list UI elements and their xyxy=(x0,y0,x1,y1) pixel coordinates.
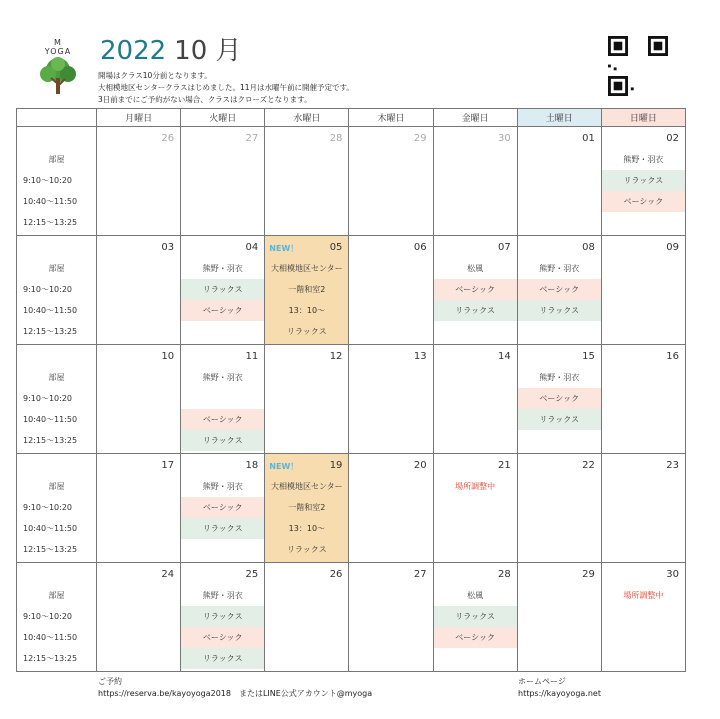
day-cell xyxy=(517,454,601,563)
day-number: 30 xyxy=(497,133,511,144)
class-basic: ベーシック xyxy=(434,279,517,300)
time-slot: 10:40〜11:50 xyxy=(23,197,78,206)
day-number: 10 xyxy=(161,351,175,362)
time-slot: 10:40〜11:50 xyxy=(23,633,78,642)
class-relax: リラックス xyxy=(181,648,264,669)
new-badge: NEW！ xyxy=(269,462,299,471)
class-relax: リラックス xyxy=(181,606,264,627)
day-cell xyxy=(433,563,517,672)
day-number: 15 xyxy=(582,351,595,362)
time-slots-cell xyxy=(17,454,97,563)
day-number: 27 xyxy=(245,133,259,144)
day-number: 28 xyxy=(497,569,511,580)
time-slot: 9:10〜10:20 xyxy=(23,285,73,294)
class-relax: リラックス xyxy=(434,300,517,321)
room-label: 部屋 xyxy=(48,264,65,273)
class-basic: ベーシック xyxy=(181,497,264,518)
reservation-link[interactable]: https://reserva.be/kayoyoga2018 またはLINE公式アカウント@myoga xyxy=(98,689,373,698)
time-slots-cell xyxy=(17,563,97,672)
day-number: 01 xyxy=(582,133,595,144)
week-row xyxy=(17,563,686,672)
event-line: 13：10〜 xyxy=(288,306,326,315)
class-relax: リラックス xyxy=(181,279,264,300)
event-line: 熊野・羽衣 xyxy=(623,155,664,164)
page-title xyxy=(100,30,242,67)
weekday-header: 金曜日 xyxy=(433,109,517,127)
event-line: リラックス xyxy=(286,327,327,336)
homepage-label: ホームページ xyxy=(518,677,566,686)
day-cell xyxy=(601,563,685,672)
class-relax: リラックス xyxy=(181,518,264,539)
class-basic: ベーシック xyxy=(518,279,601,300)
day-number: 18 xyxy=(245,460,259,471)
event-line: 大相模地区センター xyxy=(271,264,343,273)
reservation-label: ご予約 xyxy=(98,677,122,686)
day-cell xyxy=(265,563,349,672)
qr-code-icon xyxy=(608,36,668,96)
day-number: 02 xyxy=(666,133,679,144)
day-number: 28 xyxy=(329,133,343,144)
day-number: 30 xyxy=(666,569,679,580)
room-label: 部屋 xyxy=(48,591,65,600)
week-row xyxy=(17,454,686,563)
room-label: 部屋 xyxy=(48,155,65,164)
class-basic: ベーシック xyxy=(518,388,601,409)
event-line: 熊野・羽衣 xyxy=(202,373,243,382)
logo-text-main: YOGA xyxy=(44,47,72,56)
day-cell xyxy=(349,454,433,563)
event-line: 熊野・羽衣 xyxy=(202,591,243,600)
time-slot: 10:40〜11:50 xyxy=(23,306,78,315)
weekday-header: 水曜日 xyxy=(265,109,349,127)
day-number: 12 xyxy=(329,351,343,362)
time-slot: 9:10〜10:20 xyxy=(23,394,73,403)
weekday-header: 木曜日 xyxy=(349,109,433,127)
day-number: 11 xyxy=(245,351,259,362)
event-line: 熊野・羽衣 xyxy=(202,264,243,273)
day-cell xyxy=(97,345,181,454)
day-cell xyxy=(265,127,349,236)
day-cell xyxy=(433,345,517,454)
logo xyxy=(36,38,80,100)
time-slots-cell xyxy=(17,345,97,454)
time-slot: 10:40〜11:50 xyxy=(23,415,78,424)
title-month: 10 月 xyxy=(174,36,242,66)
day-cell xyxy=(97,236,181,345)
time-slot: 12:15〜13:25 xyxy=(23,327,78,336)
class-relax: リラックス xyxy=(434,606,517,627)
event-line: 熊野・羽衣 xyxy=(539,264,580,273)
class-basic: ベーシック xyxy=(602,191,685,212)
time-slot: 12:15〜13:25 xyxy=(23,436,78,445)
day-number: 27 xyxy=(413,569,427,580)
day-cell xyxy=(601,236,685,345)
day-cell xyxy=(349,127,433,236)
day-cell xyxy=(517,236,601,345)
note-line: 3日前までにご予約がない場合、クラスはクローズとなります。 xyxy=(98,95,312,104)
time-slots-cell xyxy=(17,127,97,236)
event-line: 大相模地区センター xyxy=(271,482,343,491)
day-cell xyxy=(517,345,601,454)
title-year: 2022 xyxy=(100,36,167,66)
day-cell xyxy=(349,563,433,672)
day-cell xyxy=(181,454,265,563)
new-badge: NEW！ xyxy=(269,244,299,253)
day-cell xyxy=(601,127,685,236)
day-cell xyxy=(601,454,685,563)
class-relax: リラックス xyxy=(518,409,601,430)
note-line: 開場はクラス10分前となります。 xyxy=(98,71,212,80)
day-cell xyxy=(97,127,181,236)
day-cell xyxy=(517,127,601,236)
day-number: 08 xyxy=(582,242,595,253)
time-slot: 12:15〜13:25 xyxy=(23,654,78,663)
time-slot: 9:10〜10:20 xyxy=(23,176,73,185)
class-relax: リラックス xyxy=(518,300,601,321)
day-number: 06 xyxy=(413,242,427,253)
day-number: 14 xyxy=(497,351,511,362)
day-number: 19 xyxy=(329,460,343,471)
class-relax: リラックス xyxy=(602,170,685,191)
day-number: 07 xyxy=(497,242,511,253)
day-number: 20 xyxy=(413,460,427,471)
event-line: 松風 xyxy=(467,264,484,273)
time-slots-cell xyxy=(17,236,97,345)
time-slot: 10:40〜11:50 xyxy=(23,524,78,533)
day-number: 05 xyxy=(329,242,343,253)
event-line: 熊野・羽衣 xyxy=(202,482,243,491)
day-number: 29 xyxy=(413,133,427,144)
homepage-link[interactable]: https://kayoyoga.net xyxy=(518,689,601,698)
class-basic: ベーシック xyxy=(181,300,264,321)
event-line: 一階和室2 xyxy=(288,285,326,294)
week-row xyxy=(17,236,686,345)
day-cell xyxy=(265,345,349,454)
class-basic: ベーシック xyxy=(434,627,517,648)
day-number: 29 xyxy=(582,569,595,580)
day-number: 25 xyxy=(245,569,259,580)
venue-pending-note: 場所調整中 xyxy=(623,591,664,600)
day-number: 22 xyxy=(582,460,595,471)
homepage-info xyxy=(518,676,601,700)
event-line xyxy=(181,388,264,409)
corner-cell xyxy=(17,109,97,127)
event-line: 13：10〜 xyxy=(288,524,326,533)
tree-icon xyxy=(36,56,80,96)
day-cell xyxy=(601,345,685,454)
time-slot: 9:10〜10:20 xyxy=(23,503,73,512)
day-number: 09 xyxy=(666,242,679,253)
day-cell xyxy=(349,236,433,345)
room-label: 部屋 xyxy=(48,482,65,491)
day-number: 16 xyxy=(666,351,679,362)
day-cell xyxy=(181,127,265,236)
day-number: 24 xyxy=(161,569,175,580)
time-slot: 12:15〜13:25 xyxy=(23,218,78,227)
logo-text-top: M xyxy=(54,38,62,47)
time-slot: 12:15〜13:25 xyxy=(23,545,78,554)
week-row xyxy=(17,345,686,454)
event-line: 松風 xyxy=(467,591,484,600)
day-number: 17 xyxy=(161,460,175,471)
day-cell xyxy=(181,345,265,454)
venue-pending-note: 場所調整中 xyxy=(455,482,496,491)
day-number: 26 xyxy=(329,569,343,580)
event-line: 熊野・羽衣 xyxy=(539,373,580,382)
day-cell xyxy=(433,236,517,345)
day-cell xyxy=(517,563,601,672)
week-row xyxy=(17,127,686,236)
class-basic: ベーシック xyxy=(181,409,264,430)
room-label: 部屋 xyxy=(48,373,65,382)
weekday-header-sunday: 日曜日 xyxy=(601,109,685,127)
day-number: 04 xyxy=(245,242,259,253)
day-number: 26 xyxy=(161,133,175,144)
notes xyxy=(98,70,354,106)
day-cell xyxy=(97,454,181,563)
day-number: 03 xyxy=(161,242,175,253)
day-cell xyxy=(181,236,265,345)
weekday-header-row xyxy=(17,109,686,127)
day-cell xyxy=(349,345,433,454)
day-number: 21 xyxy=(497,460,511,471)
class-relax: リラックス xyxy=(181,430,264,451)
day-cell xyxy=(265,454,349,563)
day-cell xyxy=(181,563,265,672)
event-line: 一階和室2 xyxy=(288,503,326,512)
class-basic: ベーシック xyxy=(181,627,264,648)
time-slot: 9:10〜10:20 xyxy=(23,612,73,621)
day-cell xyxy=(433,127,517,236)
reservation-info xyxy=(98,676,372,700)
event-line: リラックス xyxy=(286,545,327,554)
note-line: 大相模地区センタークラスはじめました。11月は水曜午前に開催予定です。 xyxy=(98,83,354,92)
day-number: 13 xyxy=(413,351,427,362)
day-cell xyxy=(433,454,517,563)
day-number: 23 xyxy=(666,460,679,471)
weekday-header: 火曜日 xyxy=(181,109,265,127)
day-cell xyxy=(265,236,349,345)
calendar-table xyxy=(16,108,686,672)
weekday-header-saturday: 土曜日 xyxy=(517,109,601,127)
day-cell xyxy=(97,563,181,672)
weekday-header: 月曜日 xyxy=(97,109,181,127)
